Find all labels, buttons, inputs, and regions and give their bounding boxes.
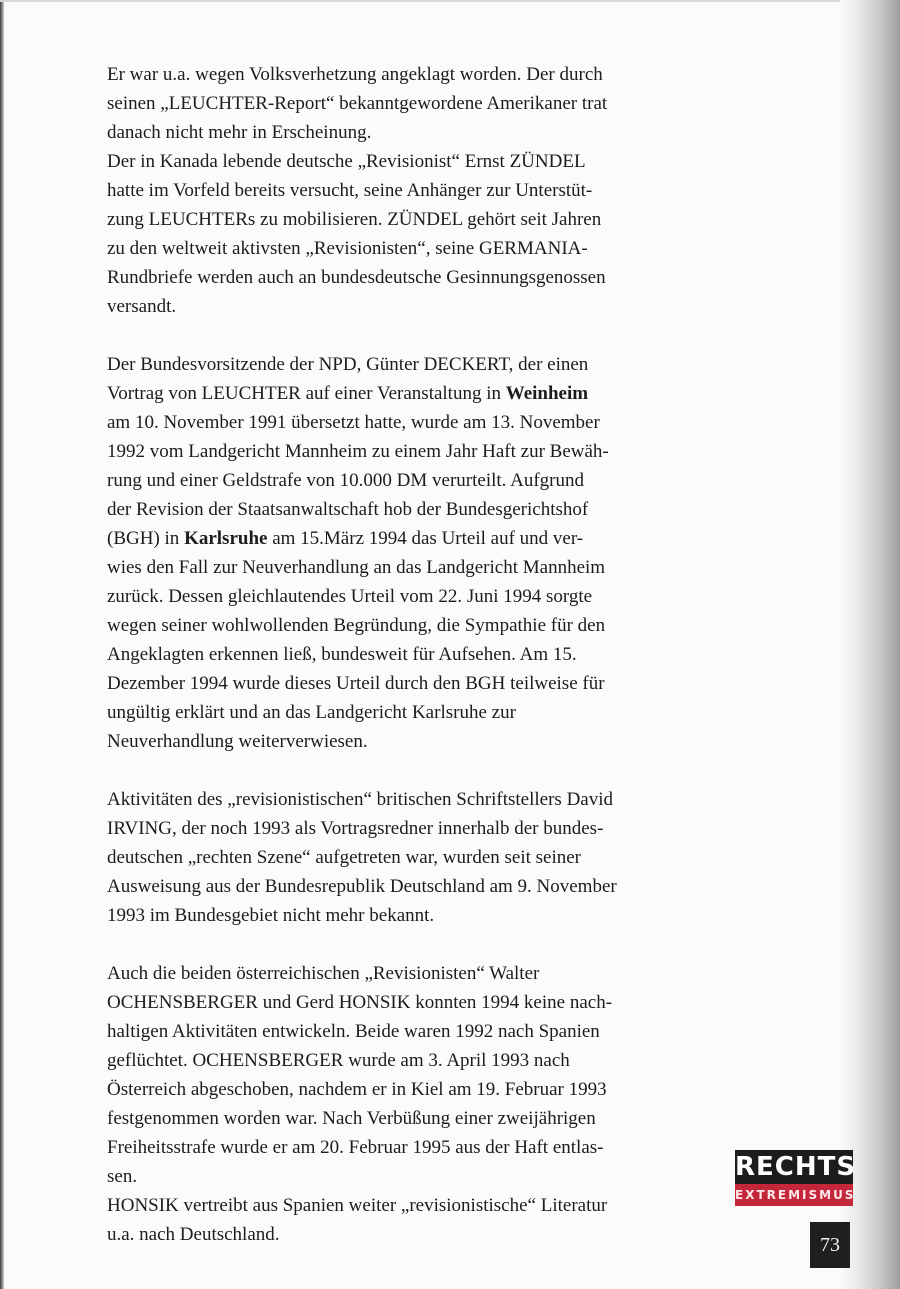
paragraph-ochensberger [107, 959, 667, 1191]
text-line: festgenommen worden war. Nach Verbüßung einer zweijährigen [107, 1108, 596, 1129]
paragraph-irving [107, 785, 667, 930]
text-line: 1993 im Bundesgebiet nicht mehr bekannt. [107, 905, 435, 926]
text-line: ungültig erklärt und an das Landgericht Karlsruhe zur [107, 702, 516, 723]
text-line: Freiheitsstrafe wurde er am 20. Februar 1995 aus der Haft entlas- [107, 1137, 604, 1158]
paragraph-deckert [107, 350, 667, 756]
text-line: geflüchtet. OCHENSBERGER wurde am 3. April 1993 nach [107, 1050, 570, 1071]
text-line: deutschen „rechten Szene“ aufgetreten war, wurden seit seiner [107, 847, 582, 868]
text-line: am 10. November 1991 übersetzt hatte, wurde am 13. November [107, 412, 600, 433]
text-line: wegen seiner wohlwollenden Begründung, die Sympathie für den [107, 615, 606, 636]
text-line: rung und einer Geldstrafe von 10.000 DM verurteilt. Aufgrund [107, 470, 585, 491]
scan-edge-right [840, 0, 900, 1289]
text-line: seinen „LEUCHTER-Report“ bekanntgewordene Amerikaner trat [107, 93, 608, 114]
text-line: u.a. nach Deutschland. [107, 1224, 280, 1245]
text-line: Ausweisung aus der Bundesrepublik Deutschland am 9. November [107, 876, 617, 897]
paragraph-leuchter [107, 60, 667, 147]
text-line: versandt. [107, 296, 177, 317]
text-line: haltigen Aktivitäten entwickeln. Beide waren 1992 nach Spanien [107, 1021, 600, 1042]
rechtsextremismus-logo [735, 1150, 857, 1210]
text-line: zu den weltweit aktivsten „Revisionisten“, seine GERMANIA- [107, 238, 588, 259]
text-line: zurück. Dessen gleichlautendes Urteil vom 22. Juni 1994 sorgte [107, 586, 593, 607]
text-line: Angeklagten erkennen ließ, bundesweit für Aufsehen. Am 15. [107, 644, 577, 665]
text-line: wies den Fall zur Neuverhandlung an das Landgericht Mannheim [107, 557, 606, 578]
text-line: Der Bundesvorsitzende der NPD, Günter DECKERT, der einen [107, 354, 589, 375]
text-line: Dezember 1994 wurde dieses Urteil durch den BGH teilweise für [107, 673, 605, 694]
text-line: IRVING, der noch 1993 als Vortragsredner innerhalb der bundes- [107, 818, 604, 839]
text-line: Neuverhandlung weiterverwiesen. [107, 731, 368, 752]
text-line: sen. [107, 1166, 138, 1187]
text-line: Auch die beiden österreichischen „Revisionisten“ Walter [107, 963, 540, 984]
text-line: Der in Kanada lebende deutsche „Revisionist“ Ernst ZÜNDEL [107, 151, 586, 172]
text-line: hatte im Vorfeld bereits versucht, seine Anhänger zur Unterstüt- [107, 180, 593, 201]
logo-top-text: RECHTS [735, 1152, 857, 1182]
text-line: Vortrag von LEUCHTER auf einer Veranstaltung in [107, 383, 506, 404]
paragraph-zuendel [107, 147, 667, 321]
paragraph-honsik [107, 1191, 667, 1249]
scan-edge-top [0, 0, 900, 2]
text-line: zung LEUCHTERs zu mobilisieren. ZÜNDEL gehört seit Jahren [107, 209, 602, 230]
bold-place-karlsruhe: Karlsruhe [184, 528, 268, 549]
logo-bottom-text: EXTREMISMUS [735, 1184, 853, 1206]
text-line: Er war u.a. wegen Volksverhetzung angeklagt worden. Der durch [107, 64, 603, 85]
bold-place-weinheim: Weinheim [505, 383, 589, 404]
text-line: der Revision der Staatsanwaltschaft hob der Bundesgerichtshof [107, 499, 589, 520]
body-text [107, 60, 667, 1249]
text-line: (BGH) in [107, 528, 185, 549]
text-line: Österreich abgeschoben, nachdem er in Kiel am 19. Februar 1993 [107, 1079, 607, 1100]
page-number: 73 [810, 1222, 850, 1268]
scan-edge-left [0, 0, 4, 1289]
text-line: HONSIK vertreibt aus Spanien weiter „revisionistische“ Literatur [107, 1195, 608, 1216]
text-line: Rundbriefe werden auch an bundesdeutsche Gesinnungsgenossen [107, 267, 606, 288]
text-line: danach nicht mehr in Erscheinung. [107, 122, 372, 143]
text-line: Aktivitäten des „revisionistischen“ britischen Schriftstellers David [107, 789, 614, 810]
text-line: 1992 vom Landgericht Mannheim zu einem Jahr Haft zur Bewäh- [107, 441, 609, 462]
text-line: OCHENSBERGER und Gerd HONSIK konnten 1994 keine nach- [107, 992, 613, 1013]
text-line: am 15.März 1994 das Urteil auf und ver- [267, 528, 584, 549]
